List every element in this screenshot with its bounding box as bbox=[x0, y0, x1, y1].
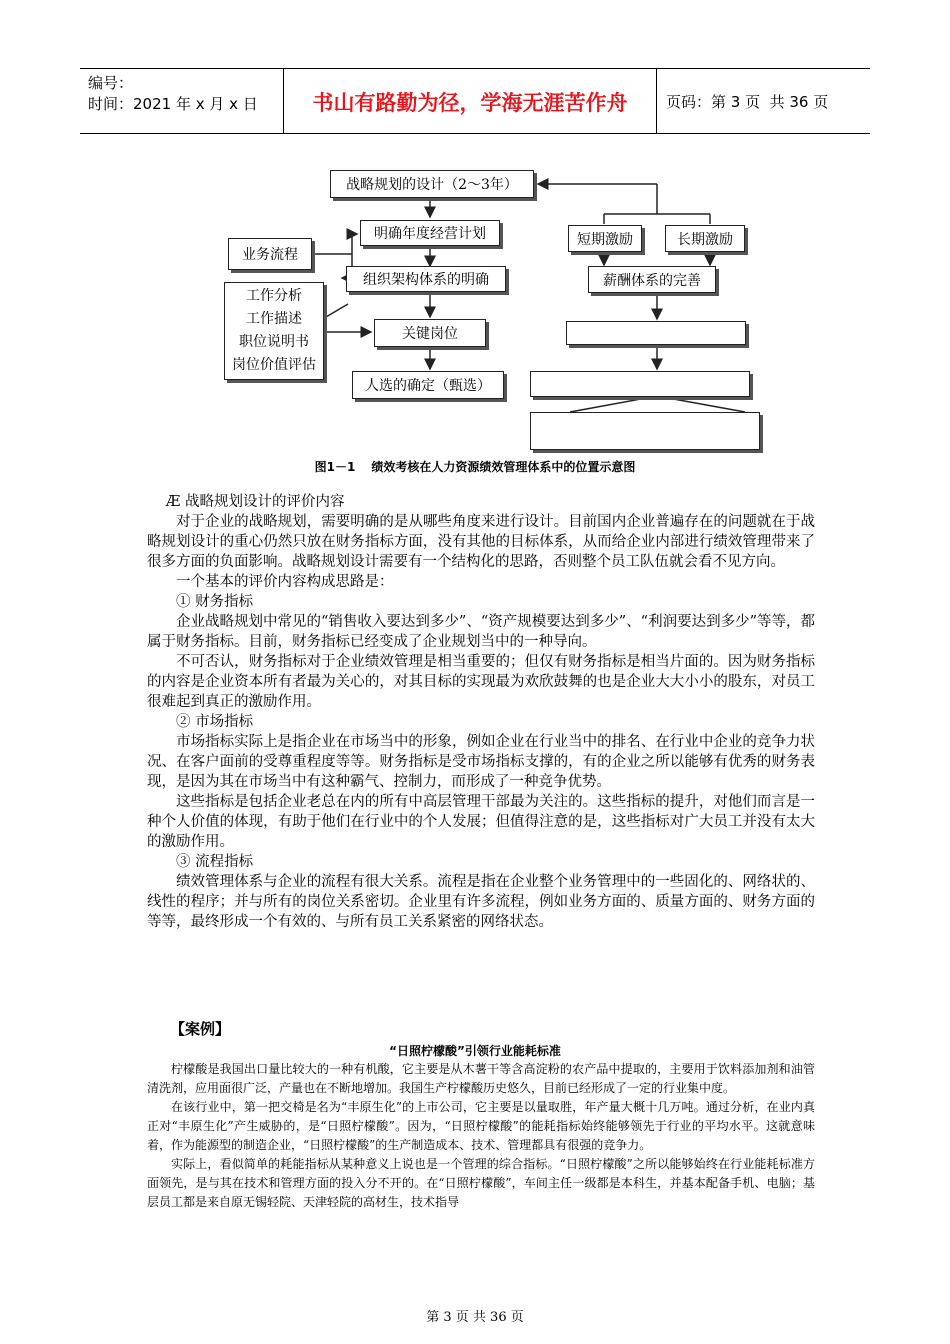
box-job-analysis bbox=[224, 282, 324, 380]
box-short-incentive: 短期激励 bbox=[568, 225, 642, 252]
box-selection: 人选的确定（甄选） bbox=[352, 371, 504, 399]
figure-caption bbox=[0, 458, 950, 475]
header-page-number: 页码：第 3 页 共 36 页 bbox=[666, 93, 829, 111]
case-paragraph: 柠檬酸是我国出口量比较大的一种有机酸，它主要是从木薯干等含高淀粉的农产品中提取的，主要用于饮料添加剂和油管清洗剂，应用面很广泛，产量也在不断地增加。我国生产柠檬酸历史悠久，目前已经形成了一定的行业集中度。 bbox=[147, 1062, 815, 1095]
header-meta bbox=[88, 73, 288, 115]
box-strategy-design: 战略规划的设计（2～3年） bbox=[330, 170, 534, 198]
doc-id-label: 编号： bbox=[88, 74, 134, 92]
box-empty-3 bbox=[530, 412, 760, 450]
case-paragraph: 实际上，看似简单的耗能指标从某种意义上说也是一个管理的综合指标。“日照柠檬酸”之所以能够始终在行业能耗标准方面领先，是与其在技术和管理方面的投入分不开的。在“日照柠檬酸”，车间主任一级都是本科生，并基本配备手机、电脑；基层员工都是来自原无锡轻院、天津轻院的高材生，技术指导 bbox=[147, 1157, 815, 1209]
paragraph: 市场指标实际上是指企业在市场当中的形象，例如企业在行业当中的排名、在行业中企业的竞争力状况、在客户面前的受尊重程度等等。财务指标是受市场指标支撑的，有的企业之所以能够有优秀的财务表现，是因为其在市场当中有这种霸气、控制力，而形成了一种竞争优势。 bbox=[147, 734, 815, 790]
box-long-incentive: 长期激励 bbox=[665, 225, 745, 252]
section-heading: Æ 战略规划设计的评价内容 bbox=[165, 494, 345, 510]
paragraph: 不可否认，财务指标对于企业绩效管理是相当重要的；但仅有财务指标是相当片面的。因为财务指标的内容是企业资本所有者最为关心的，对其目标的实现最为欢欣鼓舞的也是企业大大小小的股东，对员工很难起到真正的激励作用。 bbox=[147, 654, 815, 710]
paragraph: 一个基本的评价内容构成思路是： bbox=[176, 574, 394, 590]
hr-system-diagram bbox=[220, 162, 770, 452]
page-header bbox=[80, 68, 870, 134]
box-annual-plan: 明确年度经营计划 bbox=[360, 220, 500, 246]
figure-number: 图1－1 bbox=[314, 460, 356, 474]
paragraph: 企业战略规划中常见的“销售收入要达到多少”、“资产规模要达到多少”、“利润要达到多少”等等，都属于财务指标。目前，财务指标已经变成了企业规划当中的一种导向。 bbox=[147, 614, 815, 650]
doc-date-label: 时间：2021 年 x 月 x 日 bbox=[88, 95, 258, 113]
box-empty-1 bbox=[566, 321, 746, 345]
box-key-position: 关键岗位 bbox=[374, 319, 486, 347]
list-item-process: ③ 流程指标 bbox=[176, 854, 254, 870]
header-divider bbox=[656, 69, 657, 133]
box-empty-2 bbox=[530, 371, 750, 397]
case-text bbox=[147, 1060, 815, 1212]
connector-fan bbox=[570, 396, 745, 412]
box-compensation: 薪酬体系的完善 bbox=[588, 266, 716, 293]
paragraph: 这些指标是包括企业老总在内的所有中高层管理干部最为关注的。这些指标的提升，对他们而言是一种个人价值的体现，有助于他们在行业中的个人发展；但值得注意的是，这些指标对广大员工并没有太大的激励作用。 bbox=[147, 794, 815, 850]
paragraph: 对于企业的战略规划，需要明确的是从哪些角度来进行设计。目前国内企业普遍存在的问题就在于战略规划设计的重心仍然只放在财务指标方面，没有其他的目标体系，从而给企业内部进行绩效管理带来了很多方面的负面影响。战略规划设计需要有一个结构化的思路，否则整个员工队伍就会看不见方向。 bbox=[147, 514, 815, 570]
job-analysis-line: 工作分析 bbox=[246, 288, 302, 304]
list-item-market: ② 市场指标 bbox=[176, 714, 254, 730]
job-analysis-line: 职位说明书 bbox=[239, 334, 309, 350]
header-motto: 书山有路勤为径，学海无涯苦作舟 bbox=[312, 91, 628, 115]
case-label: 【案例】 bbox=[170, 1020, 231, 1038]
job-analysis-line: 岗位价值评估 bbox=[232, 357, 316, 373]
body-text bbox=[147, 492, 815, 932]
case-paragraph: 在该行业中，第一把交椅是名为“丰原生化”的上市公司，它主要是以量取胜，年产量大概十几万吨。通过分析，在业内真正对“丰原生化”产生威胁的，是“日照柠檬酸”。因为，“日照柠檬酸”的能耗指标始终能够领先于行业的平均水平。这就意味着，作为能源型的制造企业，“日照柠檬酸”的生产制造成本、技术、管理都具有很强的竞争力。 bbox=[147, 1100, 815, 1152]
figure-caption-text: 绩效考核在人力资源绩效管理体系中的位置示意图 bbox=[371, 460, 636, 474]
job-analysis-line: 工作描述 bbox=[246, 311, 302, 327]
page-footer: 第 3 页 共 36 页 bbox=[426, 1310, 524, 1325]
case-title: “日照柠檬酸”引领行业能耗标准 bbox=[389, 1044, 561, 1058]
paragraph: 绩效管理体系与企业的流程有很大关系。流程是指在企业整个业务管理中的一些固化的、网络状的、线性的程序；并与所有的岗位关系密切。企业里有许多流程，例如业务方面的、质量方面的、财务方面的等等，最终形成一个有效的、与所有员工关系紧密的网络状态。 bbox=[147, 874, 815, 930]
list-item-financial: ① 财务指标 bbox=[176, 594, 254, 610]
box-org-structure: 组织架构体系的明确 bbox=[346, 266, 506, 292]
box-business-flow: 业务流程 bbox=[228, 238, 312, 270]
connector-analysis bbox=[326, 304, 348, 317]
